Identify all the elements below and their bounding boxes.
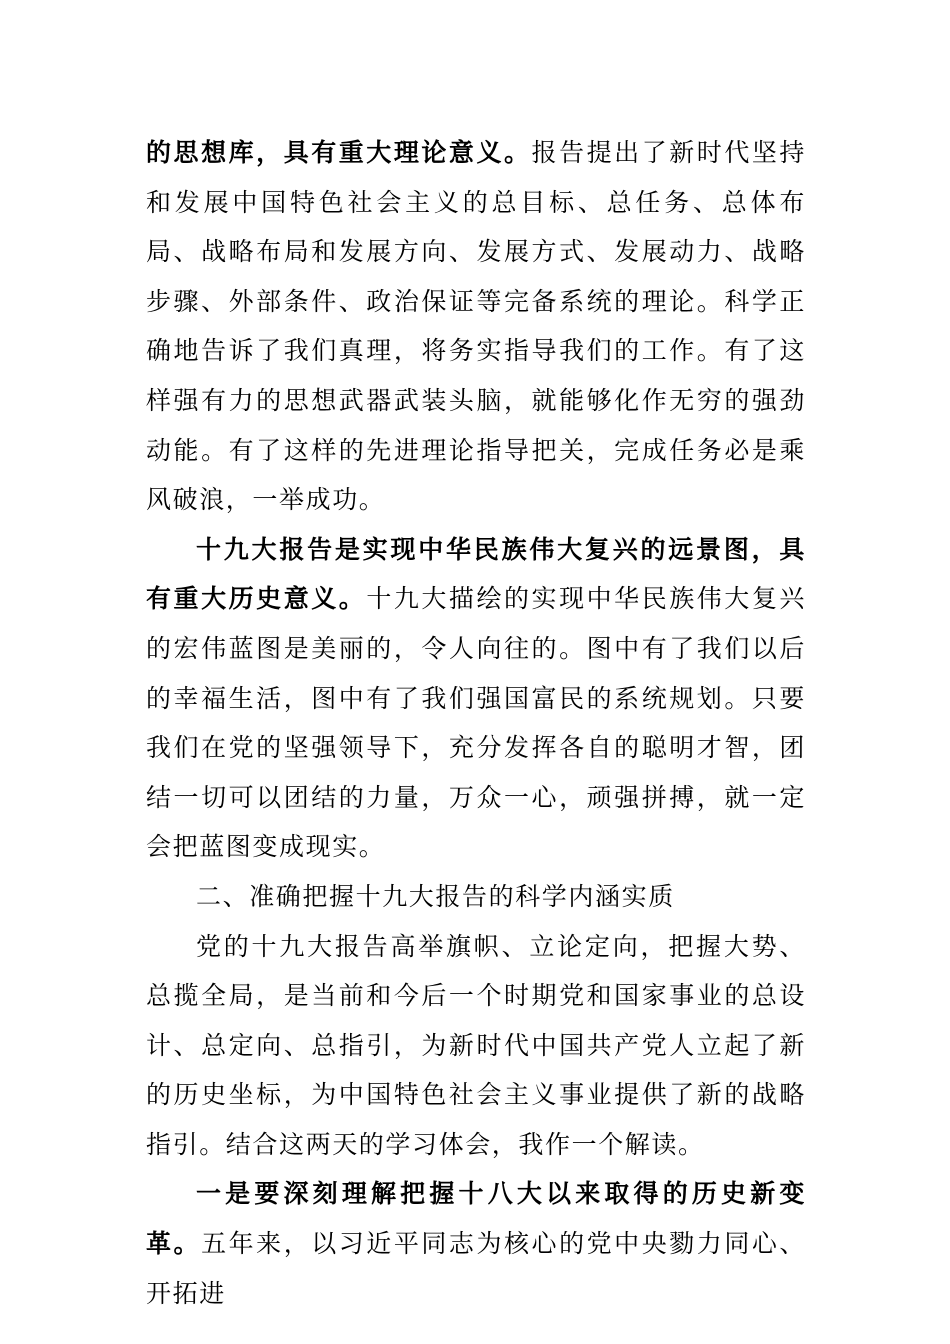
paragraph-historical-significance	[146, 525, 806, 872]
bold-lead-text: 的思想库，具有重大理论意义。	[146, 138, 532, 167]
section-heading: 二、准确把握十九大报告的科学内涵实质	[196, 881, 675, 911]
bold-lead-text: 十九大报告是实现中华民族伟大复兴的远景图，具有重大历史意义。	[146, 534, 806, 614]
document-page	[146, 128, 806, 1318]
paragraph-historic-change	[146, 1169, 806, 1318]
paragraph-report-overview: 党的十九大报告高举旗帜、立论定向，把握大势、总揽全局，是当前和今后一个时期党和国家事业的总设计、总定向、总指引，为新时代中国共产党人立起了新的历史坐标，为中国特色社会主义事业提供了新的战略指引。结合这两天的学习体会，我作一个解读。	[146, 931, 806, 1159]
body-text: 五年来，以习近平同志为核心的党中央勠力同心、开拓进	[146, 1229, 806, 1308]
bold-lead-text: 一是要深刻理解把握十八大以来取得的历史新变革。	[146, 1179, 806, 1259]
paragraph-theory-significance	[146, 128, 806, 525]
body-text: 十九大描绘的实现中华民族伟大复兴的宏伟蓝图是美丽的，令人向往的。图中有了我们以后的幸福生活，图中有了我们强国富民的系统规划。只要我们在党的坚强领导下，充分发挥各自的聪明才智，团结一切可以团结的力量，万众一心，顽强拼搏，就一定会把蓝图变成现实。	[146, 584, 806, 862]
body-text: 报告提出了新时代坚持和发展中国特色社会主义的总目标、总任务、总体布局、战略布局和发展方向、发展方式、发展动力、战略步骤、外部条件、政治保证等完备系统的理论。科学正确地告诉了我们真理，将务实指导我们的工作。有了这样强有力的思想武器武装头脑，就能够化作无穷的强劲动能。有了这样的先进理论指导把关，完成任务必是乘风破浪，一举成功。	[146, 138, 806, 515]
